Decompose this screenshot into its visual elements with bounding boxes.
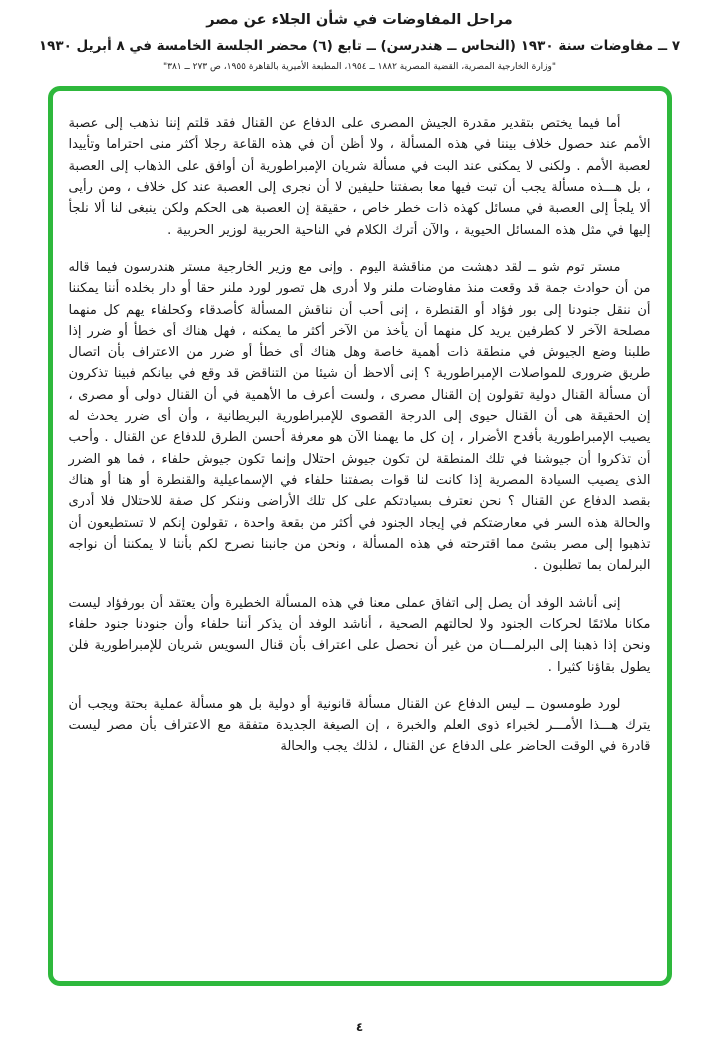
document-title: مراحل المفاوضات في شأن الجلاء عن مصر <box>206 12 513 28</box>
page-header <box>0 0 719 72</box>
paragraph-3: إنى أناشد الوفد أن يصل إلى اتفاق عملى معنا في هذه المسألة الخطيرة وأن يعتقد أن بورفؤاد ليست مكانا ملائمًا لحركات الجنود ولا لحالتهم الصحية ، أناشد الوفد أن يذكر أننا حلفاء وأن جنودنا جنود حلفاء ونحن إذا ذهبنا إلى البرلمـــان من غير أن نحصل على اعتراف بأن قنال السويس شريان للإمبراطورية فلن يطول بقاؤنا كثيرا . <box>68 595 651 675</box>
paragraph-2: مستر توم شو ــ لقد دهشت من مناقشة اليوم . وإنى مع وزير الخارجية مستر هندرسون فيما قاله من أن حوادث جمة قد وقعت منذ مفاوضات ملنر ولا أدرى هل تصور لورد ملنر حقا أو دار بخلده أننا يمكننا أن ننقل جنودنا إلى بور فؤاد أو القنطرة ، إنى أحب أن نناقش المسألة كأصدقاء وكحلفاء يهم كل منهما مصلحة الآخر لا كطرفين يريد كل منهما أن يأخذ من الآخر أكثر ما يمكنه ، فهل هناك أى خطأ أو ضرر إذا طلبنا وضع الجيوش في منطقة ذات أهمية خاصة وهل هناك أى خطأ أو ضرر من الاعتراف بأن اتصال طريق ضرورى للمواصلات الإمبراطورية ؟ إنى ألاحظ أن شيئا من التناقض قد وقع في بيانكم فبينا تذكرون أن مسألة القنال دولية تقولون إن القنال مصرى ، ولست أعرف ما الأهمية في أن القنال دولى أو مصرى ، إن الحقيقة هى أن القنال حيوى إلى الدرجة القصوى للإمبراطورية البريطانية ، وأن أى ضرر يحدث له يصيب الإمبراطورية بأفدح الأضرار ، إن كل ما يهمنا الآن هو معرفة أحسن الطرق للدفاع عن القنال . وأحب أن تذكروا أن جيوشنا في تلك المنطقة لن تكون جيوش احتلال وإنما تكون جيوش حلفاء ، فما هو الضرر الذى يصيب السيادة المصرية إذا كانت لنا قوات بصفتنا حلفاء في الإسماعيلية والقنطرة أو هنا أو هناك بقصد الدفاع عن القنال ؟ نحن نعترف بسيادتكم على كل تلك الأراضى وننكر كل صفة للاحتلال فلا أدرى والحالة هذه السر في معارضتكم في إيجاد الجنود في أكثر من بقعة واحدة ، تقولون إنكم لا تستطيعون أن تذهبوا إلى مصر بشئ مما اقترحته في هذه المسألة ، ونحن من جانبنا نصرح لكم بأننا لا يمكننا أن نواجه البرلمان بما تطلبون . <box>68 259 651 574</box>
page-footer <box>0 1016 719 1035</box>
document-subtitle: ٧ ــ مفاوضات سنة ١٩٣٠ (النحاس ــ هندرسن) ــ تابع (٦) محضر الجلسة الخامسة في ٨ أبريل ١٩٣٠ <box>38 38 681 54</box>
source-citation: "وزارة الخارجية المصرية، القضية المصرية ١٨٨٢ ــ ١٩٥٤، المطبعة الأميرية بالقاهرة ١٩٥٥، ص ٢٧٣ ــ ٣٨١" <box>162 62 557 72</box>
content-frame <box>48 86 672 986</box>
paragraph-4: لورد طومسون ــ ليس الدفاع عن القنال مسألة قانونية أو دولية بل هو مسألة عملية بحتة ويجب أن يترك هـــذا الأمـــر لخبراء ذوى العلم والخبرة ، إن الصيغة الجديدة متفقة مع الاعتراف بأن مصر ليست قادرة في الوقت الحاضر على الدفاع عن القنال ، لذلك يجب والحالة <box>68 696 651 755</box>
page-number: ٤ <box>355 1020 364 1034</box>
paragraph-1: أما فيما يختص بتقدير مقدرة الجيش المصرى على الدفاع عن القنال فقد قلتم إننا نذهب إلى عصبة الأمم عند حصول خلاف بيننا في هذه المسألة ، ولا أظن أن في هذه القاعة رجلا أكثر منى احتراما وتأييدا لعصبة الأمم . ولكنى لا يمكنى عند البت في مسألة شريان الإمبراطورية أن أوافق على الذهاب إلى العصبة ، بل هـــذه مسألة يجب أن تبت فيها معا بصفتنا حليفين لا أن نجرى إلى العصبة عند كل خلاف ، ومن رأيى ألا يلجأ إلى العصبة في مسائل كهذه ذات خطر خاص ، حقيقة إن العصبة هى الحكم ولكن ينبغى لنا ألا نلجأ إليها في مثل هذه المسائل الحيوية ، والآن أترك الكلام في الناحية الحربية لوزير الحربية . <box>68 116 651 238</box>
